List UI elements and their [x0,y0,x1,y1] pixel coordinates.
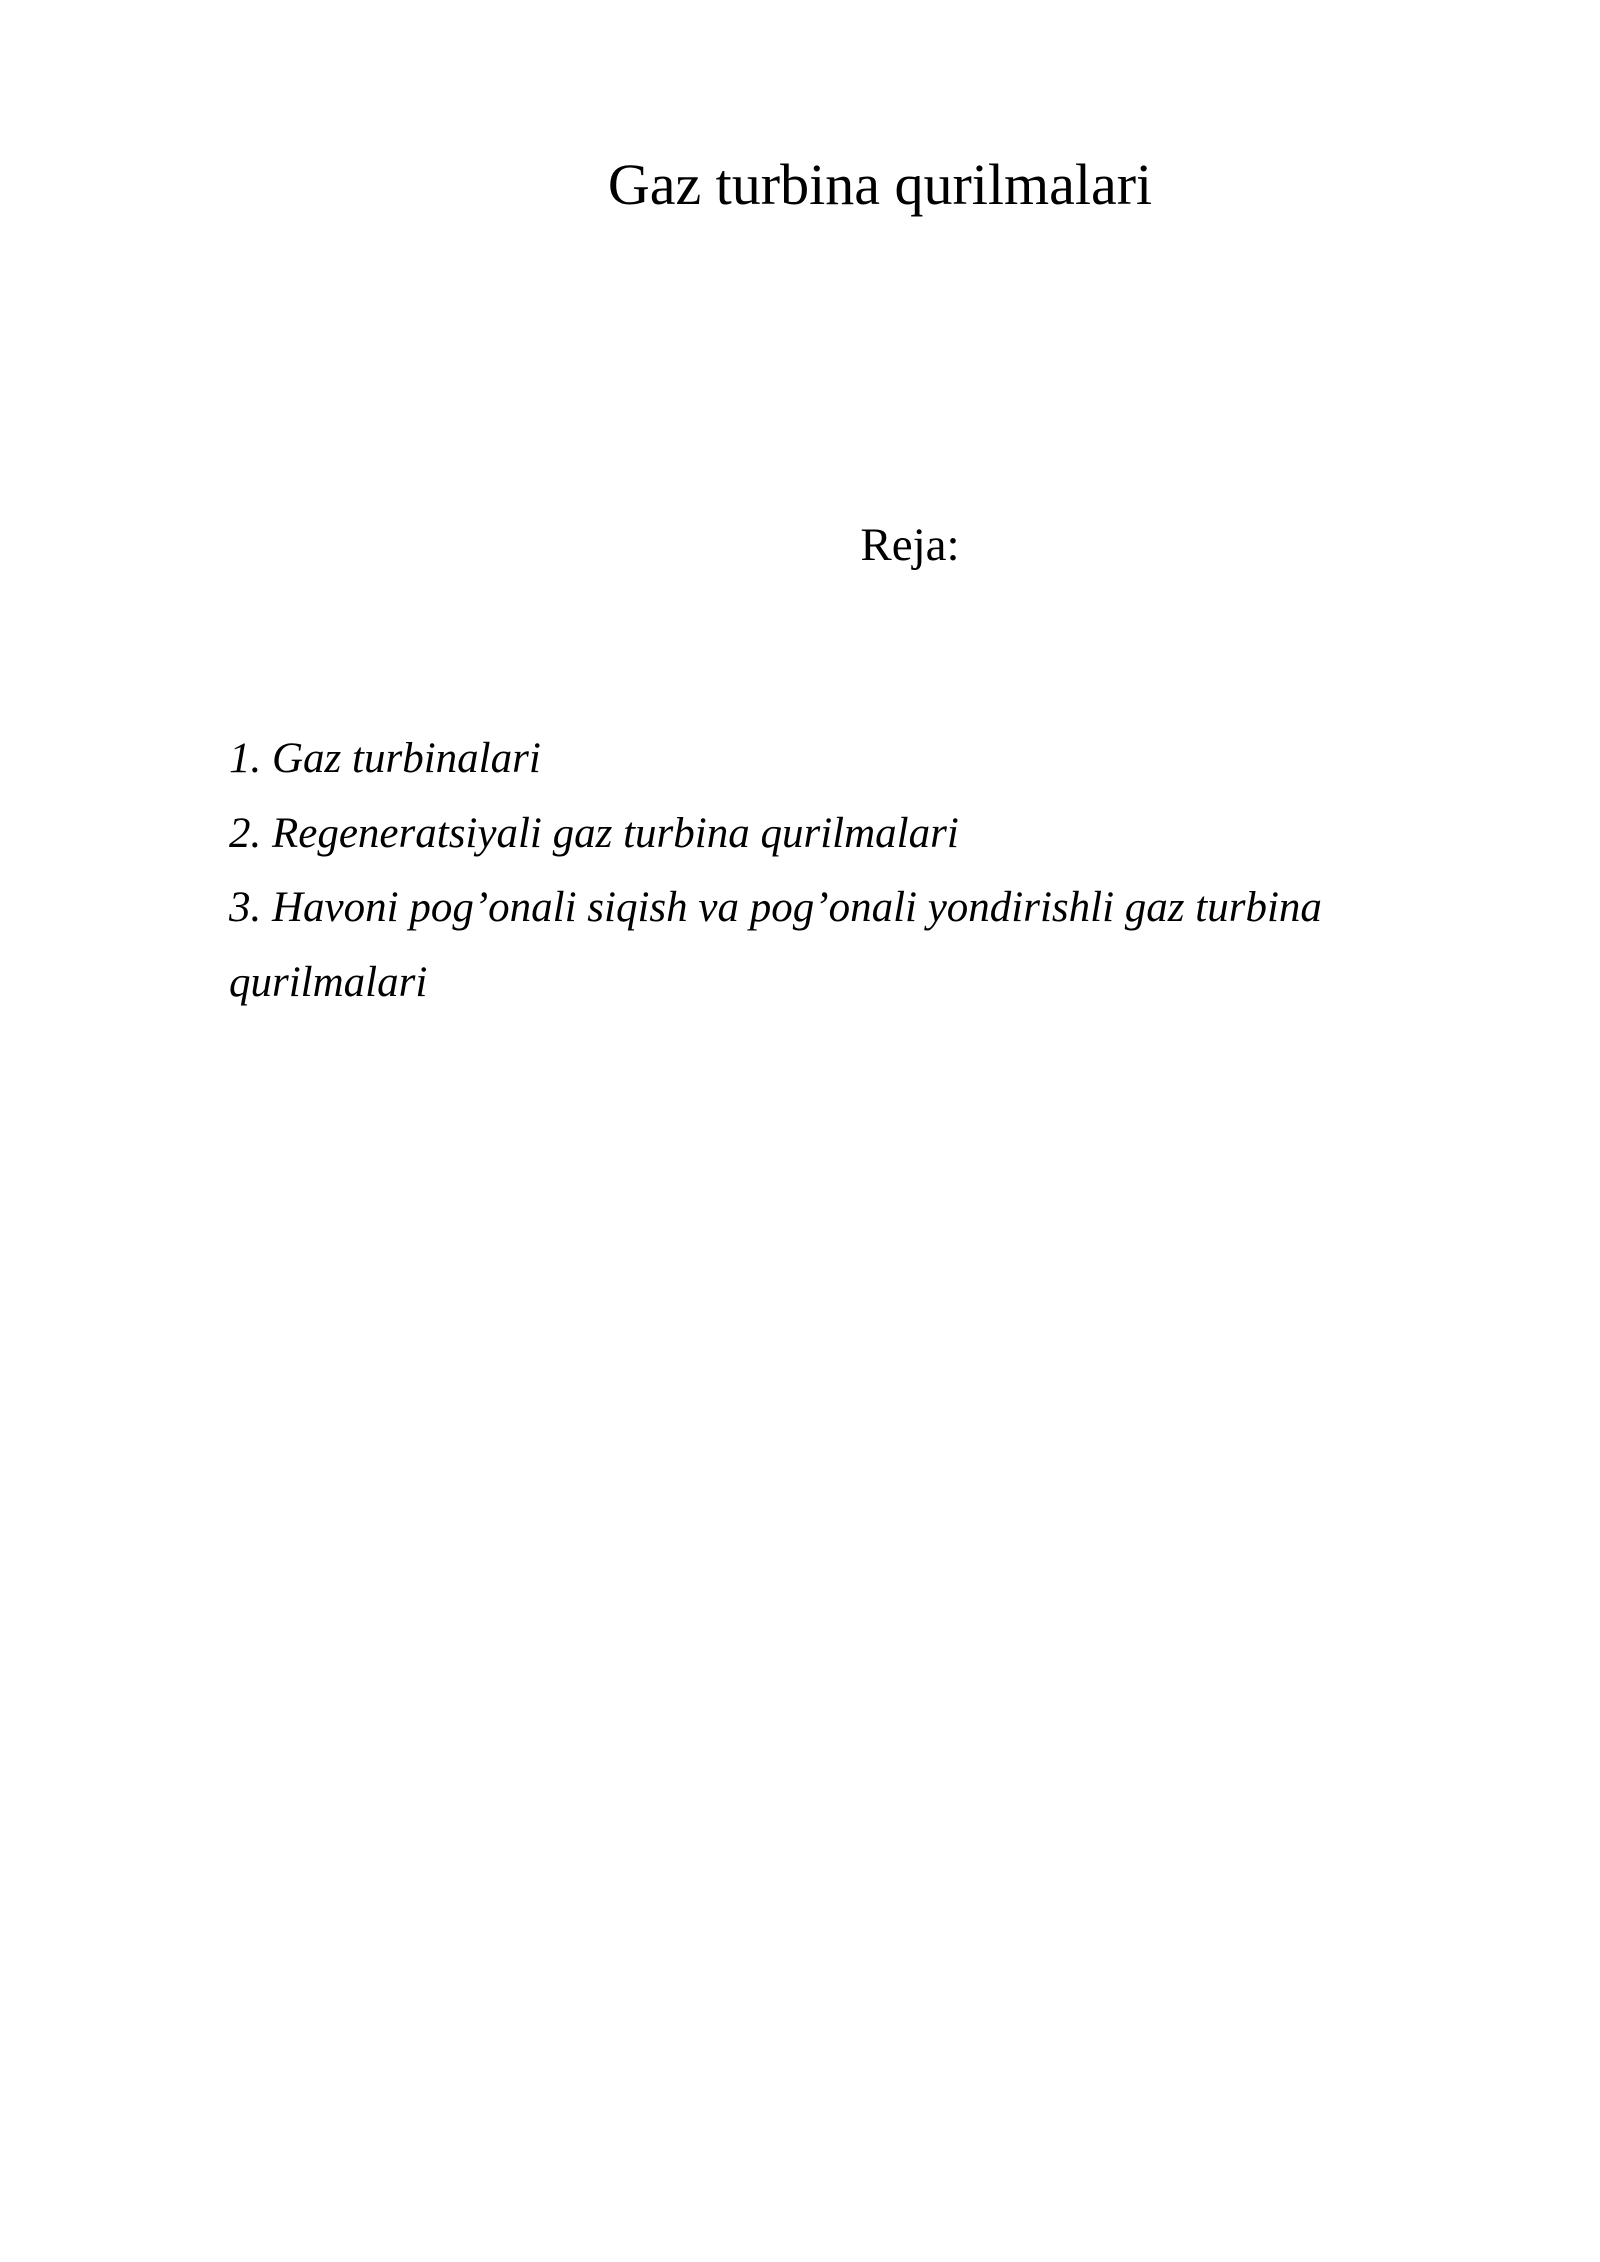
plan-item-3: 3. Havoni pog’onali siqish va pog’onali yondirishli gaz turbina qurilmalari [229,884,1322,1006]
plan-item-2: 2. Regeneratsiyali gaz turbina qurilmalari [229,809,959,857]
plan-list [229,722,1379,1020]
plan-item-1: 1. Gaz turbinalari [229,735,541,782]
plan-heading: Reja: [860,519,960,571]
document-title: Gaz turbina qurilmalari [607,152,1153,217]
